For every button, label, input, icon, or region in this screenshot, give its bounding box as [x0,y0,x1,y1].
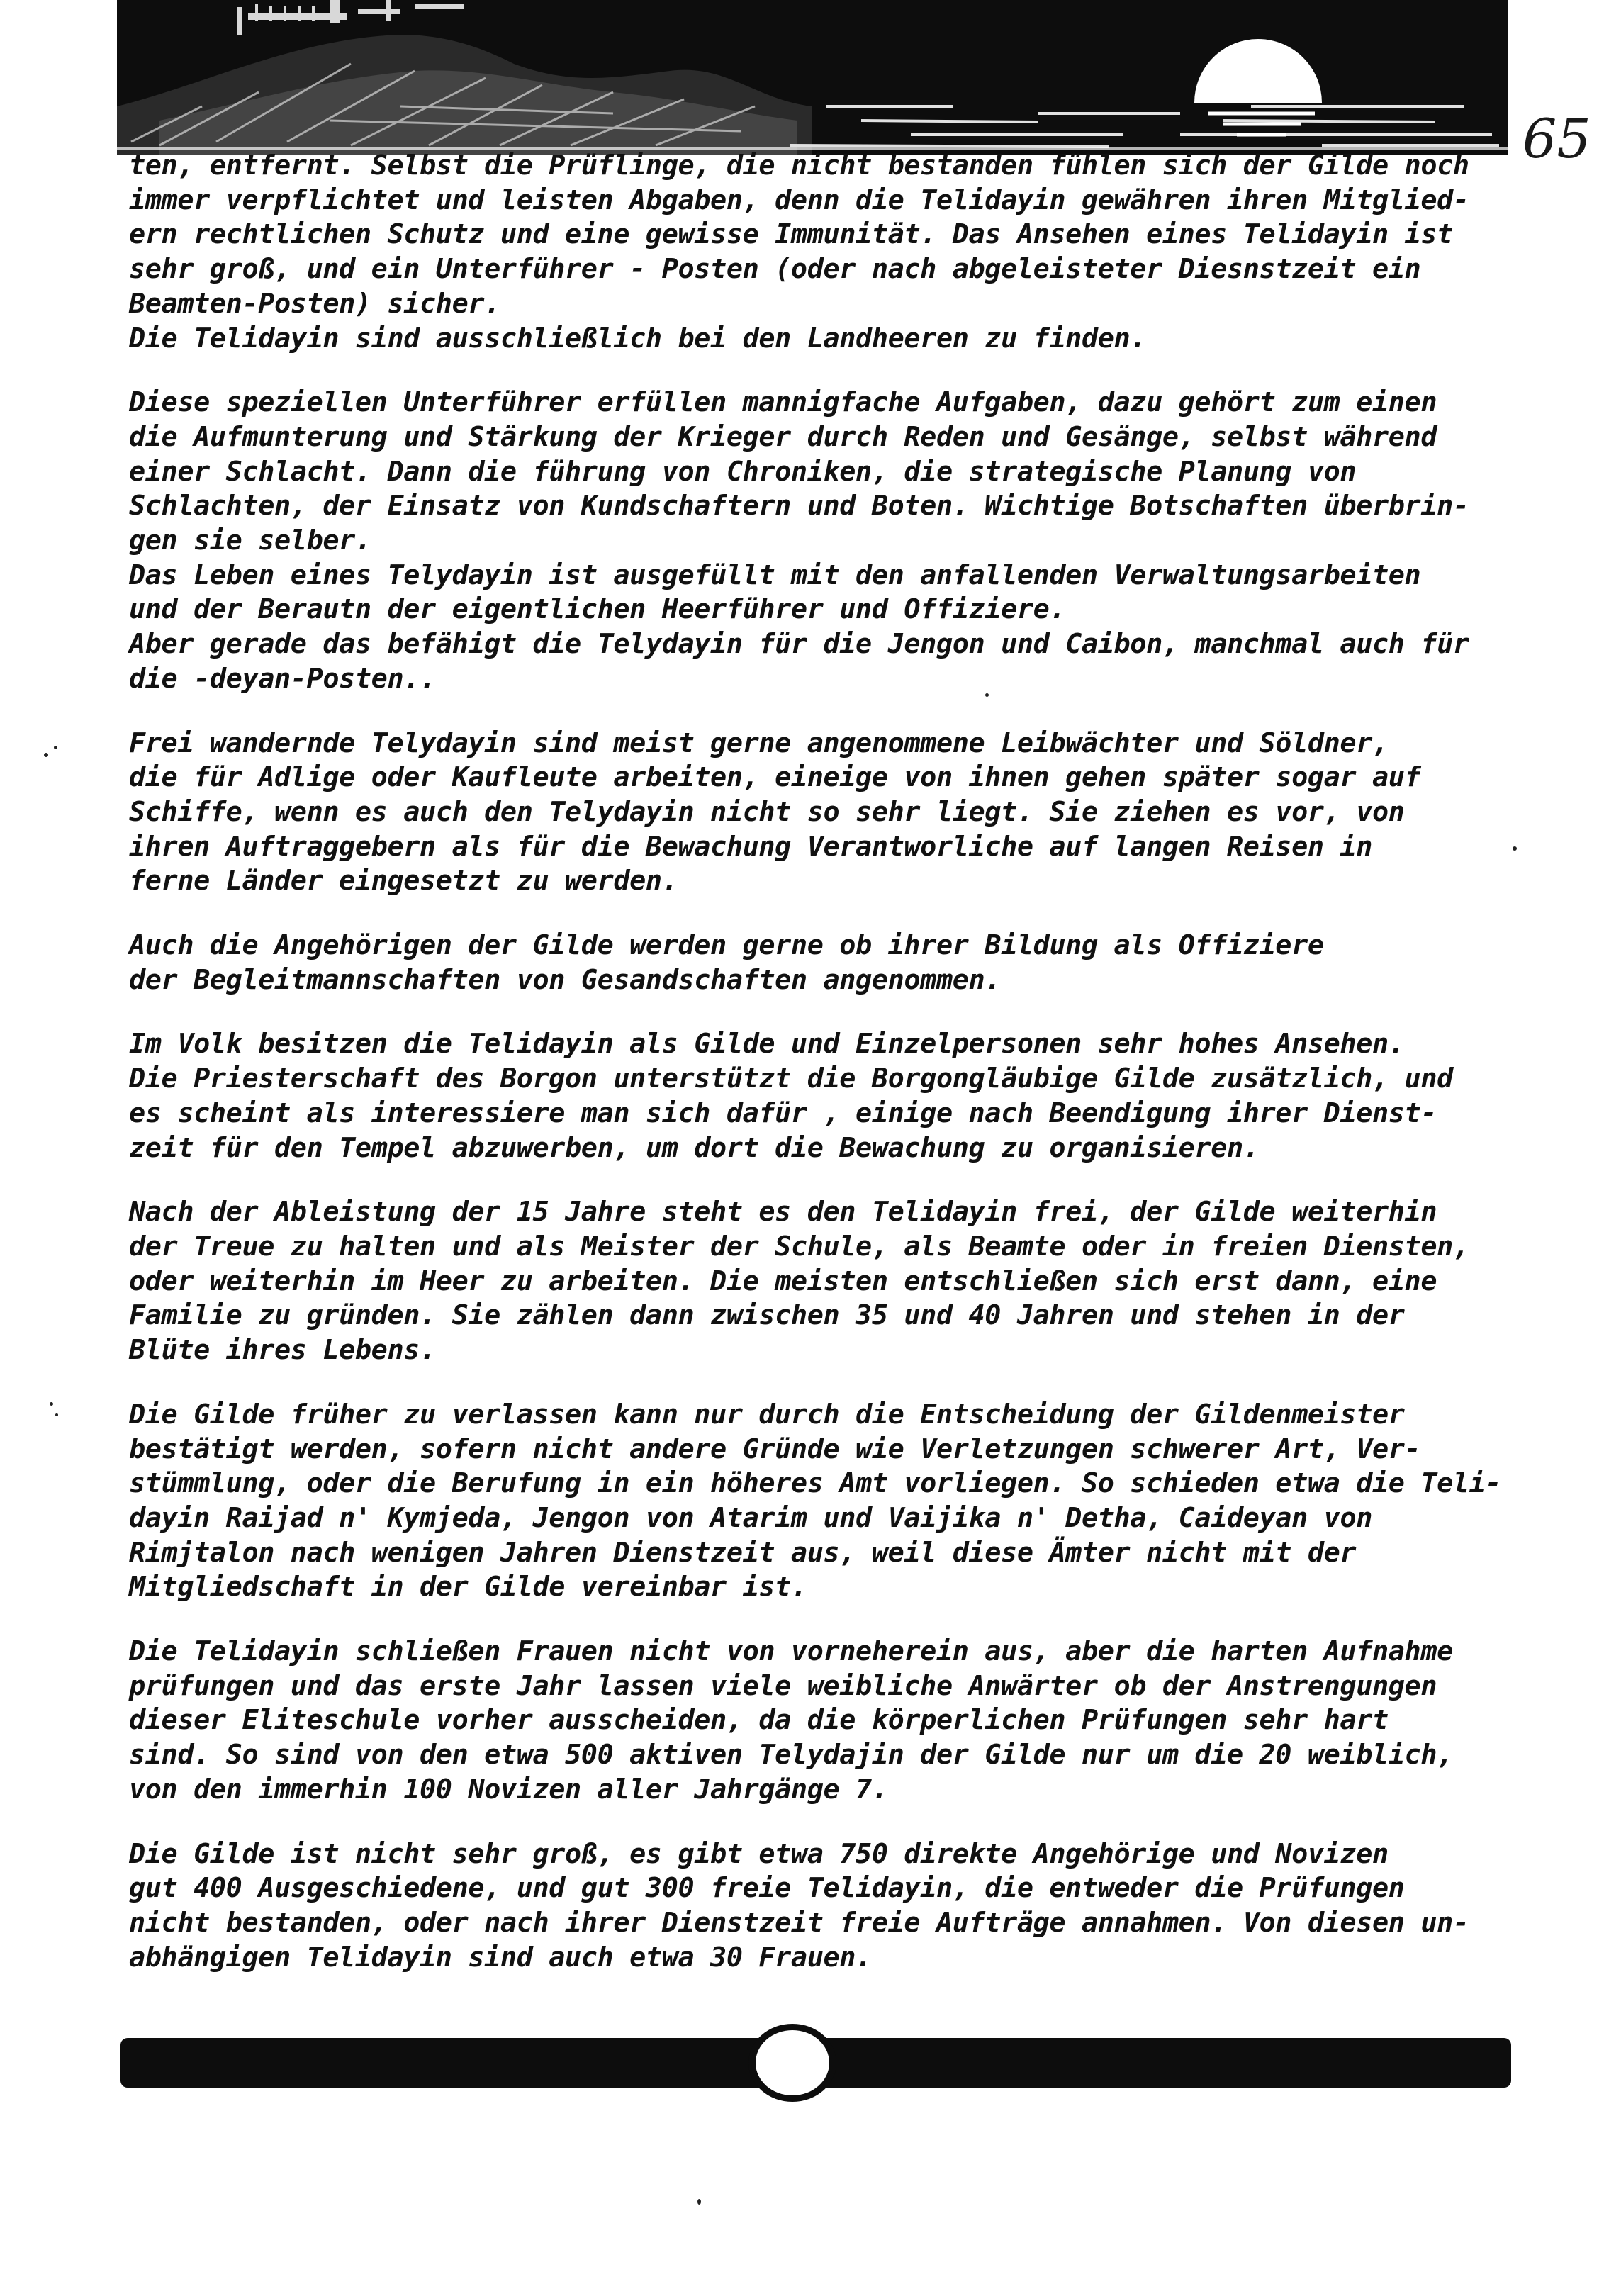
text-line: Die Gilde ist nicht sehr groß, es gibt etwa 750 direkte Angehörige und Novizen [129,1837,1389,1870]
text-line: Blüte ihres Lebens. [129,1334,436,1367]
text-line: der Treue zu halten und als Meister der Schule, als Beamte oder in freien Diensten, [129,1230,1469,1262]
text-line: die für Adlige oder Kaufleute arbeiten, eineige von ihnen gehen später sogar auf [129,761,1421,794]
paragraph [129,1195,1518,1368]
text-line: die -deyan-Posten.. [129,662,436,695]
header-landscape-illustration [117,0,1508,155]
scan-speck [54,746,57,749]
text-line: Die Gilde früher zu verlassen kann nur durch die Entscheidung der Gildenmeister [129,1398,1405,1430]
text-line: Die Telidayin sind ausschließlich bei den Landheeren zu finden. [129,322,1147,354]
text-line: einer Schlacht. Dann die führung von Chroniken, die strategische Planung von [129,455,1357,488]
scan-speck [50,1402,53,1406]
text-line: Das Leben eines Telydayin ist ausgefüllt mit den anfallenden Verwaltungsarbeiten [129,559,1421,591]
text-line: Auch die Angehörigen der Gilde werden gerne ob ihrer Bildung als Offiziere [129,929,1324,962]
text-line: dieser Eliteschule vorher ausscheiden, da die körperlichen Prüfungen sehr hart [129,1704,1389,1737]
text-line: ern rechtlichen Schutz und eine gewisse Immunität. Das Ansehen eines Telidayin ist [129,218,1453,251]
footer-decorative-bar [120,2022,1511,2103]
paragraph [129,727,1518,900]
text-line: gen sie selber. [129,525,371,557]
text-line: der Begleitmannschaften von Gesandschaften angenommen. [129,963,1002,996]
text-line: oder weiterhin im Heer zu arbeiten. Die meisten entschließen sich erst dann, eine [129,1265,1437,1297]
paragraph [129,1398,1518,1605]
text-line: bestätigt werden, sofern nicht andere Gründe wie Verletzungen schwerer Art, Ver- [129,1433,1421,1465]
text-line: Im Volk besitzen die Telidayin als Gilde und Einzelpersonen sehr hohes Ansehen. [129,1028,1405,1060]
text-line: von den immerhin 100 Novizen aller Jahrgänge 7. [129,1773,888,1805]
text-line: nicht bestanden, oder nach ihrer Dienstzeit freie Aufträge annahmen. Von diesen un- [129,1906,1469,1939]
page-number: 65 [1522,107,1591,170]
paragraph [129,1837,1518,1976]
text-line: abhängigen Telidayin sind auch etwa 30 Frauen. [129,1941,872,1973]
text-line: die Aufmunterung und Stärkung der Krieger durch Reden und Gesänge, selbst während [129,420,1437,453]
scan-speck [697,2199,701,2205]
text-line: Nach der Ableistung der 15 Jahre steht es den Telidayin frei, der Gilde weiterhin [129,1196,1437,1228]
text-line: stümmlung, oder die Berufung in ein höheres Amt vorliegen. So schieden etwa die Teli- [129,1467,1502,1500]
text-line: Aber gerade das befähigt die Telydayin für die Jengon und Caibon, manchmal auch für [129,628,1469,661]
text-line: Frei wandernde Telydayin sind meist gerne angenommene Leibwächter und Söldner, [129,727,1389,759]
text-line: gut 400 Ausgeschiedene, und gut 300 freie Telidayin, die entweder die Prüfungen [129,1872,1405,1905]
text-line: Die Priesterschaft des Borgon unterstützt die Borgongläubige Gilde zusätzlich, und [129,1063,1453,1095]
text-line: prüfungen und das erste Jahr lassen viele weibliche Anwärter ob der Anstrengungen [129,1669,1437,1702]
text-line: zeit für den Tempel abzuwerben, um dort die Bewachung zu organisieren. [129,1131,1260,1164]
paragraph [129,929,1518,997]
text-line: Mitgliedschaft in der Gilde vereinbar ist. [129,1571,807,1603]
text-line: Beamten-Posten) sicher. [129,287,500,320]
text-line: immer verpflichtet und leisten Abgaben, denn die Telidayin gewähren ihren Mitglied- [129,184,1469,216]
scan-speck [44,753,48,757]
text-line: Die Telidayin schließen Frauen nicht von vorneherein aus, aber die harten Aufnahme [129,1635,1453,1668]
text-line: Schiffe, wenn es auch den Telydayin nicht so sehr liegt. Sie ziehen es vor, von [129,795,1405,828]
text-line: ferne Länder eingesetzt zu werden. [129,865,678,897]
text-line: Schlachten, der Einsatz von Kundschaftern und Boten. Wichtige Botschaften überbrin- [129,490,1469,522]
document-body [129,149,1518,1975]
text-line: ten, entfernt. Selbst die Prüflinge, die nicht bestanden fühlen sich der Gilde noch [129,150,1469,181]
text-line: Familie zu gründen. Sie zählen dann zwischen 35 und 40 Jahren und stehen in der [129,1299,1405,1332]
scan-speck [1513,846,1517,851]
scan-speck [985,693,989,697]
text-line: es scheint als interessiere man sich dafür , einige nach Beendigung ihrer Dienst- [129,1097,1437,1129]
text-line: sehr groß, und ein Unterführer - Posten (oder nach abgeleisteter Diesnstzeit ein [129,253,1421,286]
text-line: Rimjtalon nach wenigen Jahren Dienstzeit aus, weil diese Ämter nicht mit der [129,1536,1357,1569]
text-line: und der Berautn der eigentlichen Heerführer und Offiziere. [129,593,1066,626]
text-line: ihren Auftraggebern als für die Bewachung Verantworliche auf langen Reisen in [129,830,1372,863]
paragraph [129,1635,1518,1808]
paragraph [129,1027,1518,1165]
text-line: dayin Raijad n' Kymjeda, Jengon von Atarim und Vaijika n' Detha, Caideyan von [129,1501,1372,1534]
paragraph [129,386,1518,696]
text-line: sind. So sind von den etwa 500 aktiven Telydajin der Gilde nur um die 20 weiblich, [129,1739,1453,1771]
paragraph [129,149,1518,356]
scan-speck [55,1413,58,1416]
text-line: Diese speziellen Unterführer erfüllen mannigfache Aufgaben, dazu gehört zum einen [129,386,1437,419]
